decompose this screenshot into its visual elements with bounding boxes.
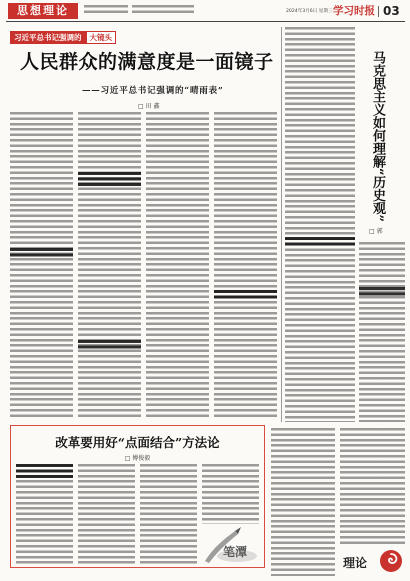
bold-paragraph xyxy=(78,172,141,188)
swirl-emblem-icon xyxy=(379,549,403,573)
header-separator xyxy=(378,6,379,17)
column-banner-label: 习近平总书记强调的 xyxy=(10,31,86,44)
column-divider xyxy=(281,27,282,422)
footer-logo xyxy=(343,547,405,577)
side-article xyxy=(283,27,406,423)
article-text-column xyxy=(78,112,141,420)
article-text-column xyxy=(16,464,73,564)
page-header xyxy=(0,0,410,22)
article-text-column xyxy=(10,112,73,420)
bold-paragraph xyxy=(214,290,277,301)
page-number: 03 xyxy=(383,4,400,18)
article-text-column xyxy=(340,428,405,544)
editor-credits xyxy=(84,5,128,16)
bold-paragraph xyxy=(10,248,73,259)
lead-subheadline: ——习近平总书记强调的“晴雨表” xyxy=(82,86,224,96)
article-text-column xyxy=(140,464,197,564)
masthead-logo: 学习时报 xyxy=(333,5,375,17)
article-text-column xyxy=(285,27,355,422)
column-banner-tag: 大镜头 xyxy=(86,31,117,44)
bold-paragraph xyxy=(16,464,73,478)
boxed-byline: □ 傅俊毅 xyxy=(124,455,151,462)
lead-byline: □ 田 鑫 xyxy=(138,103,160,110)
bitan-column-logo xyxy=(201,526,261,564)
side-byline: □ 郭 xyxy=(369,228,383,235)
side-headline: 马克思主义如何理解“历史观” xyxy=(370,51,385,222)
bold-paragraph xyxy=(78,340,141,351)
footer-logo-text: 理论 xyxy=(343,556,368,570)
contact-info xyxy=(132,5,194,16)
article-text-column xyxy=(359,242,405,422)
bold-paragraph xyxy=(359,287,405,298)
article-text-column xyxy=(271,428,335,576)
lead-headline: 人民群众的满意度是一面镜子 xyxy=(20,51,274,73)
article-text-column xyxy=(214,112,277,420)
article-text-column xyxy=(202,464,259,524)
boxed-article xyxy=(10,425,265,568)
column-banner xyxy=(10,31,116,44)
header-rule xyxy=(6,21,405,22)
article-text-column xyxy=(78,464,135,564)
column-logo-text: 笔潭 xyxy=(223,545,248,559)
article-text-column xyxy=(146,112,209,420)
lead-article xyxy=(8,27,280,423)
bold-paragraph xyxy=(285,237,355,248)
boxed-headline: 改革要用好“点面结合”方法论 xyxy=(55,435,220,450)
section-title: 思想理论 xyxy=(8,3,78,19)
issue-date: 2024年3月6日 星期三 xyxy=(286,9,333,14)
